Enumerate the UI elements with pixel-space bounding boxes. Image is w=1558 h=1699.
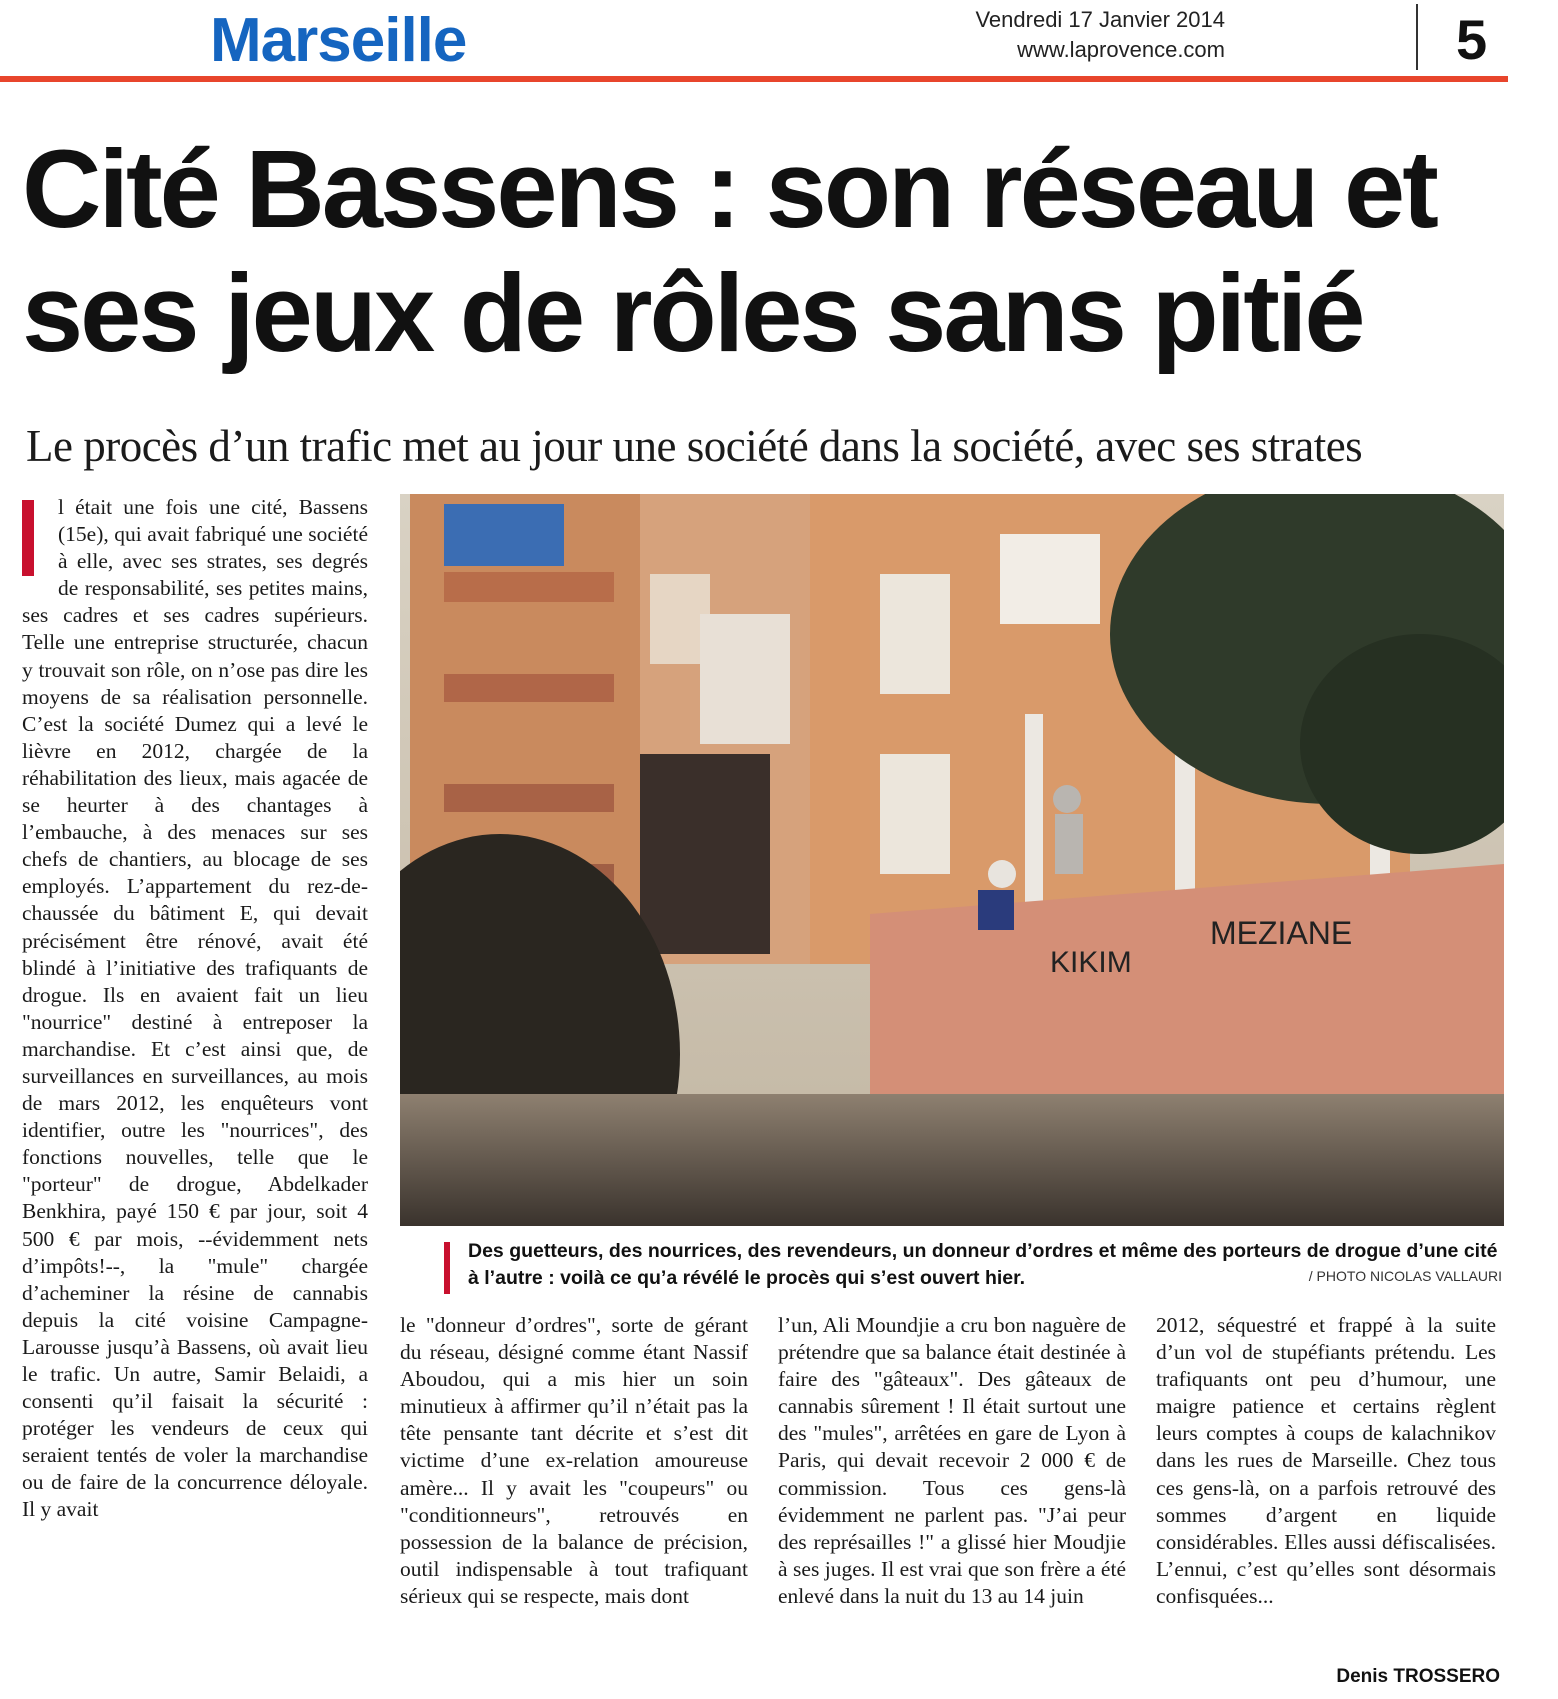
- masthead: [0, 0, 1500, 84]
- website-link[interactable]: www.laprovence.com: [1017, 37, 1225, 62]
- article-headline: Cité Bassens : son réseau et ses jeux de rôles sans pitié: [22, 128, 1436, 375]
- article-column-2: [400, 1312, 748, 1610]
- caption-bar: [444, 1242, 450, 1294]
- window-curtains: [444, 504, 564, 566]
- article-photo: [400, 494, 1504, 1226]
- photo-illustration: [400, 494, 1504, 1226]
- column-text: le "donneur d’ordres", sorte de gérant du réseau, désigné comme étant Nassif Aboudou, qui a mis hier un soin minutieux à affirmer qu’il n’était pas la tête pensante tant décrite et s’est dit victime d’une ex-relation amoureuse amère... Il y avait les "coupeurs" ou "conditionneurs", retrouvés en possession de la balance de précision, outil indispensable à tout trafiquant sérieux qui se respecte, mais dont: [400, 1313, 748, 1608]
- masthead-rule: [0, 76, 1508, 82]
- article-column-1: [22, 494, 368, 1524]
- photo-caption: Des guetteurs, des nourrices, des revendeurs, un donneur d’ordres et même des porteurs de drogue d’une cité à l’autre : voilà ce qu’a révélé le procès qui s’est ouvert hier.: [468, 1240, 1498, 1289]
- column-text: l était une fois une cité, Bassens (15e), qui avait fabriqué une société à elle, avec ses strates, ses degrés de responsabilité, ses petites mains, ses cadres et ses cadres supérieurs. Telle une entreprise structurée, chacun y trouvait son rôle, on n’ose pas dire les moyens de sa réalisation personnelle. C’est la société Dumez qui a levé le lièvre en 2012, chargée de la réhabilitation des lieux, mais agacée de se heurter à des chantages à l’embauche, à des menaces sur ses chefs de chantiers, au blocage de ses employés. L’appartement du rez-de-chaussée du bâtiment E, qui devait précisément être rénové, avait été blindé à l’initiative des trafiquants de drogue. Ils en avaient fait un lieu "nourrice" destiné à entreposer la marchandise. Et c’est ainsi que, de surveillances en surveillances, au mois de mars 2012, les enquêteurs vont identifier, outre les "nourrices", des fonctions nouvelles, telle que le "porteur" de drogue, Abdelkader Benkhira, payé 150 € par jour, soit 4 500 € par mois, --évidemment nets d’impôts!--, la "mule" chargée d’acheminer la résine de cannabis depuis la cité voisine Campagne-Larousse jusqu’à Bassens, où avait lieu le trafic. Un autre, Samir Belaidi, a consenti qu’il faisait la sécurité : protéger les vendeurs de ceux qui seraient tentés de voler la marchandise ou de faire de la concurrence déloyale. Il y avait: [22, 495, 368, 1522]
- article-column-4: [1156, 1312, 1496, 1610]
- graffiti-kikim: KIKIM: [1050, 946, 1132, 979]
- dropcap-bar: [22, 500, 34, 576]
- column-text: 2012, séquestré et frappé à la suite d’un vol de stupéfiants prétendu. Les trafiquants ont peu d’humour, une maigre patience et certains règlent leurs comptes à coups de kalachnikov dans les rues de Marseille. Chez tous ces gens-là, on a parfois retrouvé des sommes d’argent en liquide considérables. Elles aussi défiscalisées. L’ennui, c’est qu’elles sont désormais confisquées...: [1156, 1313, 1496, 1608]
- person-sitting: [988, 860, 1016, 888]
- entrance: [640, 754, 770, 954]
- person-standing: [1053, 785, 1081, 813]
- graffiti-meziane: MEZIANE: [1210, 915, 1353, 951]
- masthead-divider: [1416, 4, 1418, 70]
- byline: Denis TROSSERO: [1336, 1666, 1500, 1687]
- photo-credit: / PHOTO NICOLAS VALLAURI: [1308, 1268, 1502, 1284]
- article-column-3: [778, 1312, 1126, 1610]
- article-subhead: Le procès d’un trafic met au jour une société dans la société, avec ses strates: [26, 421, 1363, 471]
- ground: [400, 1094, 1504, 1226]
- column-text: l’un, Ali Moundjie a cru bon naguère de prétendre que sa balance était destinée à faire des "gâteaux". Des gâteaux de cannabis sûrement ! Il était surtout une des "mules", arrêtées en gare de Lyon à Paris, qui devait recevoir 2 000 € de commission. Tous ces gens-là évidemment ne parlent pas. "J’ai peur des représailles !" a glissé hier Moudjie à ses juges. Il est vrai que son frère a été enlevé dans la nuit du 13 au 14 juin: [778, 1313, 1126, 1608]
- issue-date: Vendredi 17 Janvier 2014: [975, 7, 1225, 32]
- section-title: Marseille: [210, 6, 467, 75]
- page-number: 5: [1456, 8, 1488, 71]
